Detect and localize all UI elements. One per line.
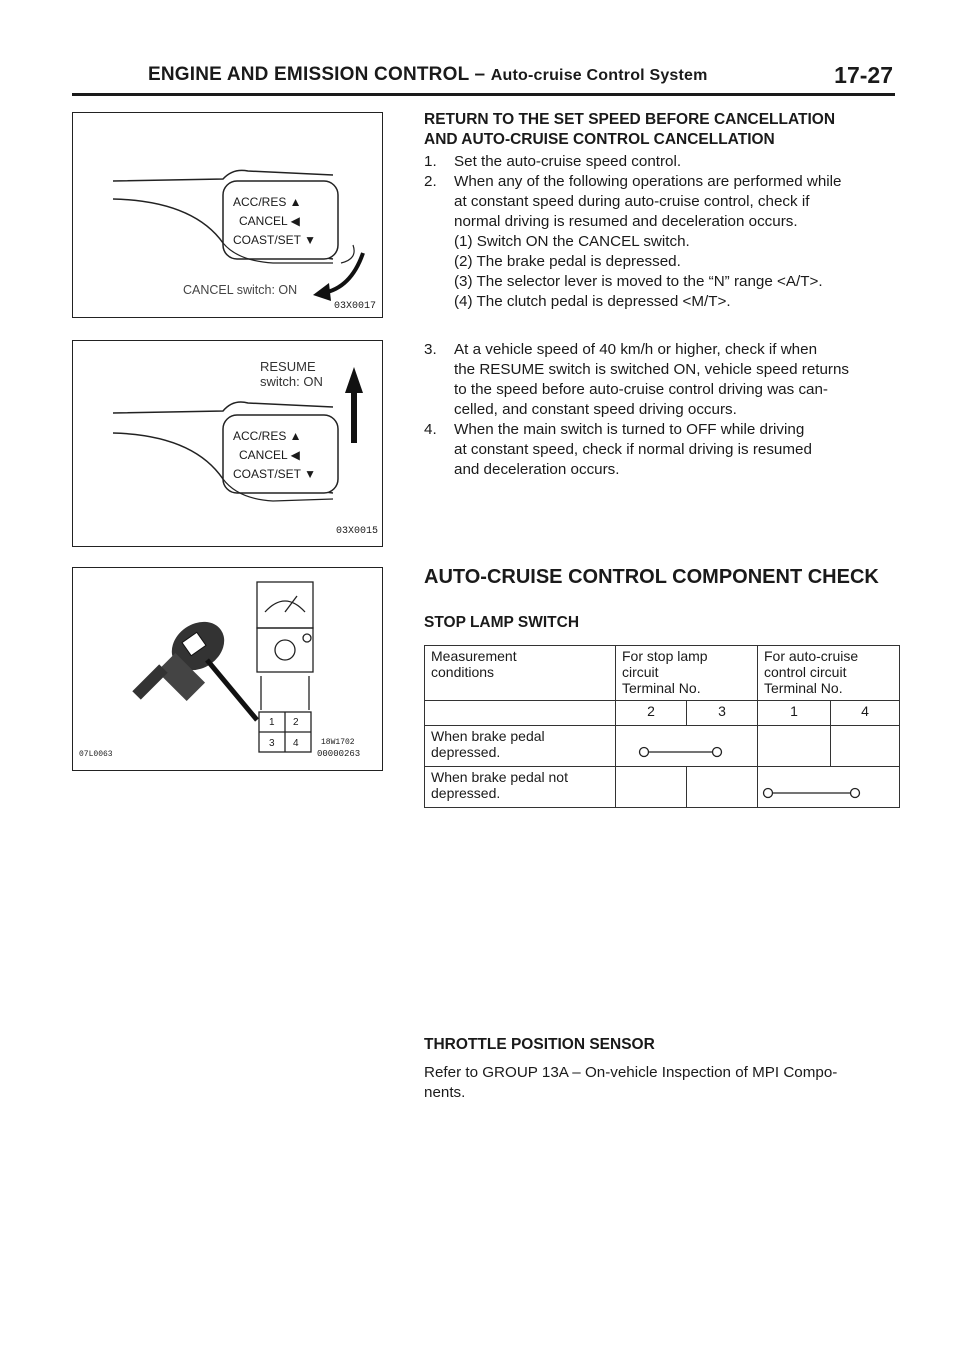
figure-id-left: 07L0063	[79, 750, 113, 759]
table-header-row	[425, 646, 900, 701]
header-stop-lamp: For stop lamp circuit Terminal No.	[616, 646, 758, 701]
row-not-depressed-label: When brake pedal not depressed.	[425, 767, 616, 808]
throttle-reference: Refer to GROUP 13A – On-vehicle Inspection of MPI Compo- nents.	[424, 1064, 838, 1101]
cruise-lever-illustration	[73, 341, 382, 546]
continuity-icon	[758, 767, 898, 807]
section-title-return: RETURN TO THE SET SPEED BEFORE CANCELLATION AND AUTO-CRUISE CONTROL CANCELLATION	[424, 111, 836, 148]
row-depressed-label: When brake pedal depressed.	[425, 726, 616, 767]
table-terminal-row	[425, 701, 900, 726]
caption-line2: switch: ON	[260, 374, 323, 389]
label-acc-res: ACC/RES ▲	[233, 429, 302, 443]
subsection-title-throttle: THROTTLE POSITION SENSOR	[424, 1036, 655, 1053]
page-header	[148, 62, 893, 92]
table-row	[425, 726, 900, 767]
header-auto-cruise: For auto-cruise control circuit Terminal No.	[758, 646, 900, 701]
header-conditions: Measurement conditions	[425, 646, 616, 701]
terminal-4: 4	[293, 738, 299, 749]
label-cancel: CANCEL ◀	[239, 214, 300, 228]
stop-lamp-switch-icon	[132, 612, 233, 701]
figure-id: 03X0017	[333, 301, 376, 312]
subsection-title-stop-lamp: STOP LAMP SWITCH	[424, 614, 580, 631]
terminal-3: 3	[269, 738, 275, 749]
terminal-1: 1	[269, 717, 275, 728]
figure-resume-switch	[72, 340, 383, 547]
figure-stop-lamp-switch	[72, 567, 383, 771]
continuity-auto-cruise	[758, 767, 900, 808]
figure-id-right1: 18W1702	[321, 738, 355, 747]
label-acc-res: ACC/RES ▲	[233, 195, 302, 209]
caption-line1: RESUME	[260, 359, 316, 374]
figure-id: 03X0015	[335, 526, 378, 537]
page-number: 17-27	[834, 62, 893, 88]
terminal-2: 2	[293, 717, 299, 728]
steps-1-2: 1. Set the auto-cruise speed control. 2. When any of the following operations are performed while at constant speed during auto-cruise control, check if normal driving is resumed and deceleration occurs.	[424, 153, 842, 230]
connector-icon	[259, 712, 311, 752]
terminal-1: 1	[758, 701, 831, 726]
header-title: ENGINE AND EMISSION CONTROL – Auto-cruise Control System	[148, 64, 708, 85]
continuity-icon	[616, 726, 746, 766]
sub-conditions: (1) Switch ON the CANCEL switch. (2) The brake pedal is depressed. (3) The selector lever is moved to the “N” range <A/T>. (4) The clutch pedal is depressed <M/T>.	[454, 233, 823, 310]
section-title-component-check: AUTO-CRUISE CONTROL COMPONENT CHECK	[424, 566, 879, 588]
label-coast-set: COAST/SET ▼	[233, 467, 317, 481]
figure-id-right2: 00000263	[317, 749, 361, 759]
stop-lamp-switch-table	[424, 645, 900, 808]
label-cancel: CANCEL ◀	[239, 448, 300, 462]
terminal-3: 3	[687, 701, 758, 726]
table-row	[425, 767, 900, 808]
label-coast-set: COAST/SET ▼	[233, 233, 317, 247]
figure-cancel-switch	[72, 112, 383, 318]
figure-caption: CANCEL switch: ON	[183, 283, 298, 297]
ohmmeter-icon	[257, 582, 313, 710]
terminal-2: 2	[616, 701, 687, 726]
header-rule	[72, 93, 895, 96]
terminal-4: 4	[831, 701, 900, 726]
steps-3-4: 3. At a vehicle speed of 40 km/h or higher, check if when the RESUME switch is switched ON, vehicle speed returns to the speed before auto-cruise control driving was can- celled, and constant speed driving occurs. 4. When the main switch is turned to OFF while driving at constant speed, check if normal driving is resumed and deceleration occurs.	[424, 341, 850, 478]
continuity-stop-lamp	[616, 726, 758, 767]
